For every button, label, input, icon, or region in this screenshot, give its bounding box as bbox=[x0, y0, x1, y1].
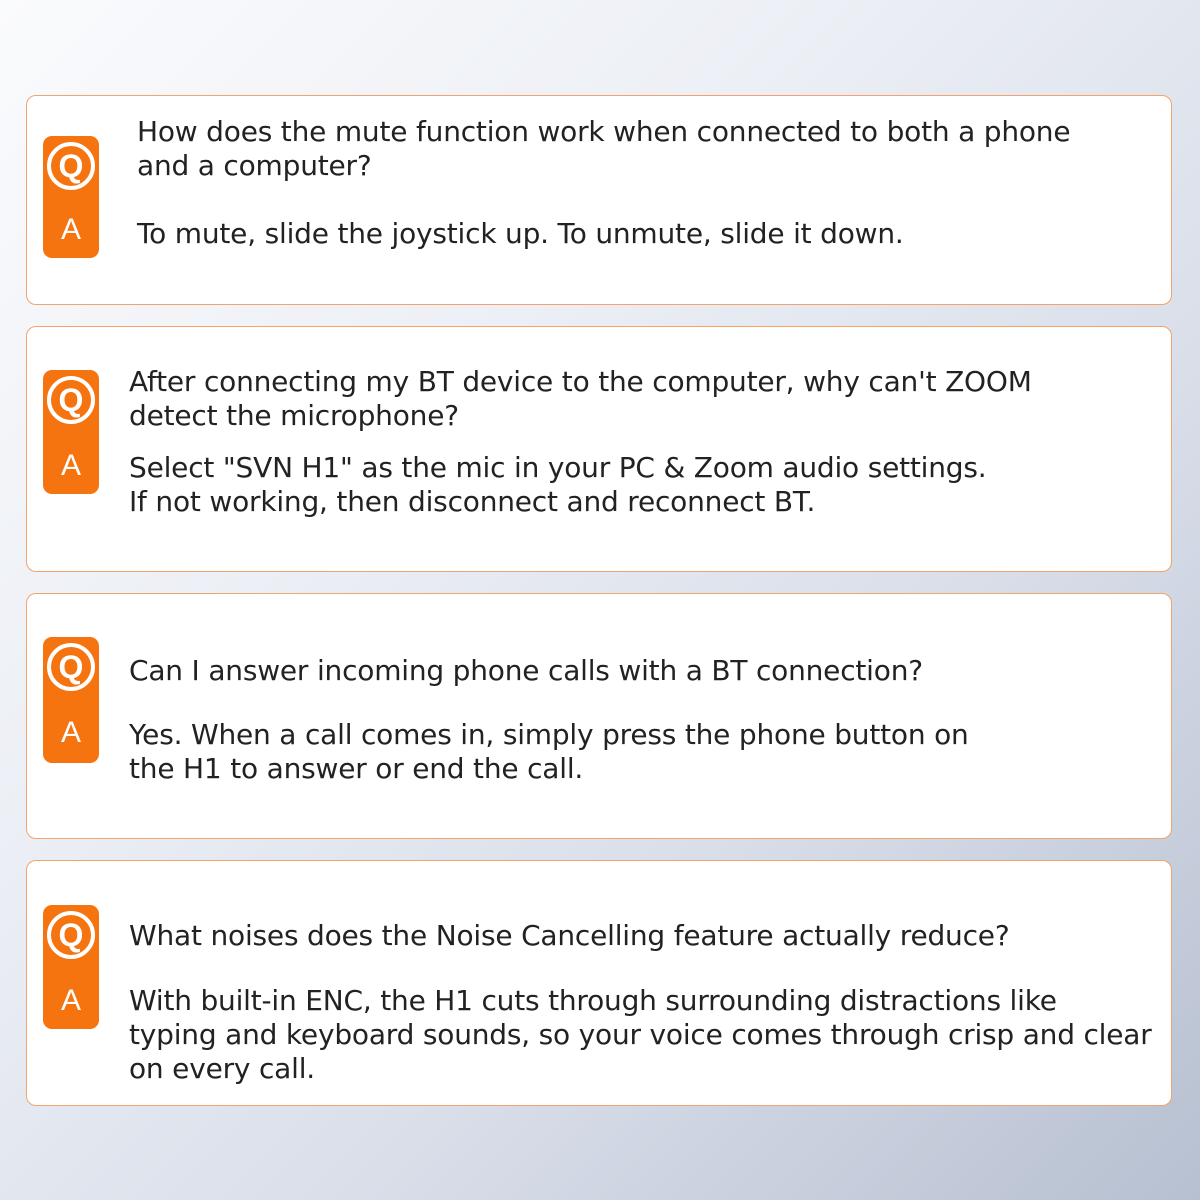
faq-answer: Select "SVN H1" as the mic in your PC & Zoom audio settings. If not working, then disconnect and reconnect BT. bbox=[129, 451, 987, 518]
faq-answer: Yes. When a call comes in, simply press the phone button on the H1 to answer or end the call. bbox=[129, 718, 969, 785]
faq-question: After connecting my BT device to the computer, why can't ZOOM detect the microphone? bbox=[129, 365, 1032, 432]
qa-badge bbox=[43, 637, 99, 763]
faq-card bbox=[26, 593, 1172, 839]
answer-icon: A bbox=[60, 213, 81, 246]
faq-answer: With built-in ENC, the H1 cuts through surrounding distractions like typing and keyboard sounds, so your voice comes through crisp and clear on every call. bbox=[129, 984, 1152, 1085]
faq-question: How does the mute function work when connected to both a phone and a computer? bbox=[137, 115, 1071, 182]
question-icon: Q bbox=[47, 142, 95, 190]
question-icon: Q bbox=[47, 911, 95, 959]
faq-answer: To mute, slide the joystick up. To unmute, slide it down. bbox=[137, 217, 904, 250]
faq-card bbox=[26, 326, 1172, 572]
answer-icon: A bbox=[60, 984, 81, 1017]
faq-question: Can I answer incoming phone calls with a BT connection? bbox=[129, 654, 923, 687]
answer-icon: A bbox=[60, 449, 81, 482]
faq-question: What noises does the Noise Cancelling feature actually reduce? bbox=[129, 919, 1010, 952]
question-icon: Q bbox=[47, 643, 95, 691]
qa-badge bbox=[43, 370, 99, 494]
question-icon: Q bbox=[47, 376, 95, 424]
faq-card bbox=[26, 860, 1172, 1106]
qa-badge bbox=[43, 136, 99, 258]
qa-badge bbox=[43, 905, 99, 1029]
answer-icon: A bbox=[60, 716, 81, 749]
faq-card bbox=[26, 95, 1172, 305]
